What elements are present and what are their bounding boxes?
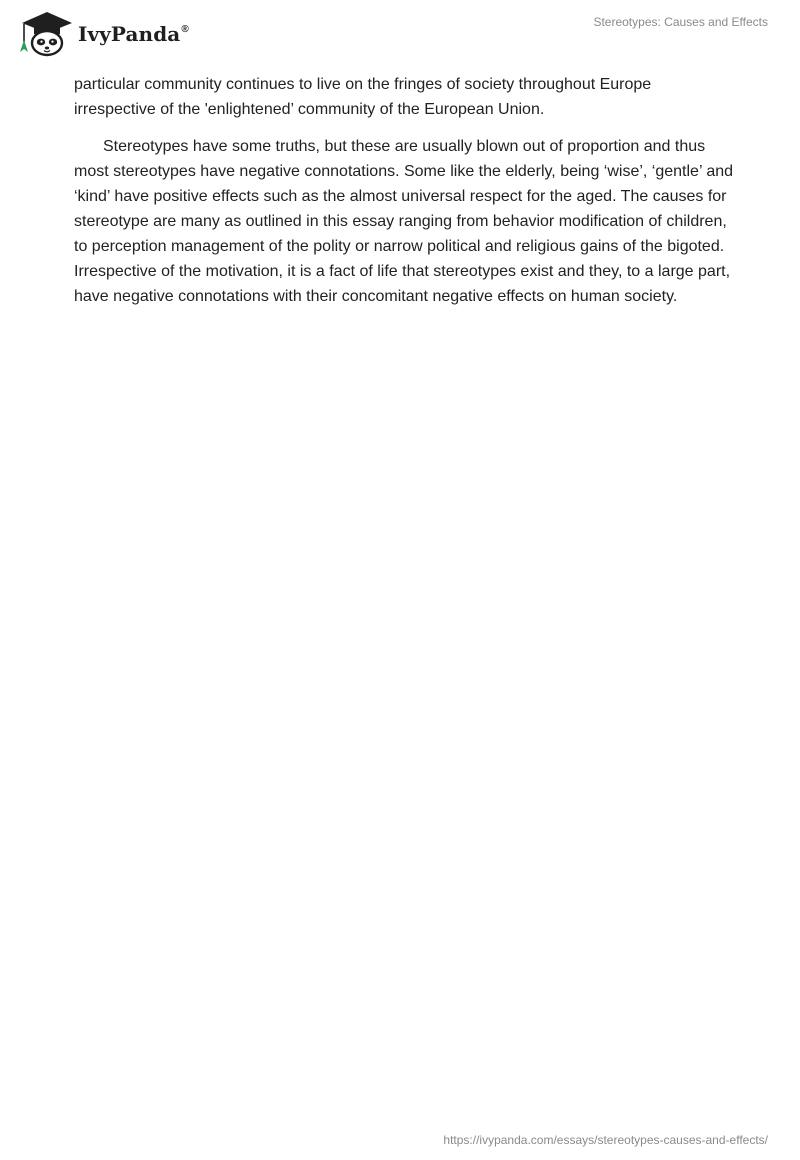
page-header [0,0,800,64]
footer-source-url[interactable]: https://ivypanda.com/essays/stereotypes-causes-and-effects/ [443,1133,768,1147]
paragraph-continuation: particular community continues to live on the fringes of society throughout Europe irrespective of the 'enlightened’ community of the European Union. [74,76,652,118]
registered-mark: ® [181,24,189,35]
essay-body [74,72,734,321]
paragraph-conclusion: Stereotypes have some truths, but these are usually blown out of proportion and thus most stereotypes have negative connotations. Some like the elderly, being ‘wise’, ‘gentle’ and ‘kind’ have positive effects such as the almost universal respect for the aged. The causes for stereotype are many as outlined in this essay ranging from behavior modification of children, to perception management of the polity or narrow political and religious gains of the bigoted. Irrespective of the motivation, it is a fact of life that stereotypes exist and they, to a large part, have negative connotations with their concomitant negative effects on human society. [74,138,734,305]
brand-logo[interactable] [16,8,189,58]
panda-graduation-cap-logo-icon [16,8,76,58]
document-title: Stereotypes: Causes and Effects [593,15,768,29]
brand-name: IvyPanda® [78,22,189,46]
